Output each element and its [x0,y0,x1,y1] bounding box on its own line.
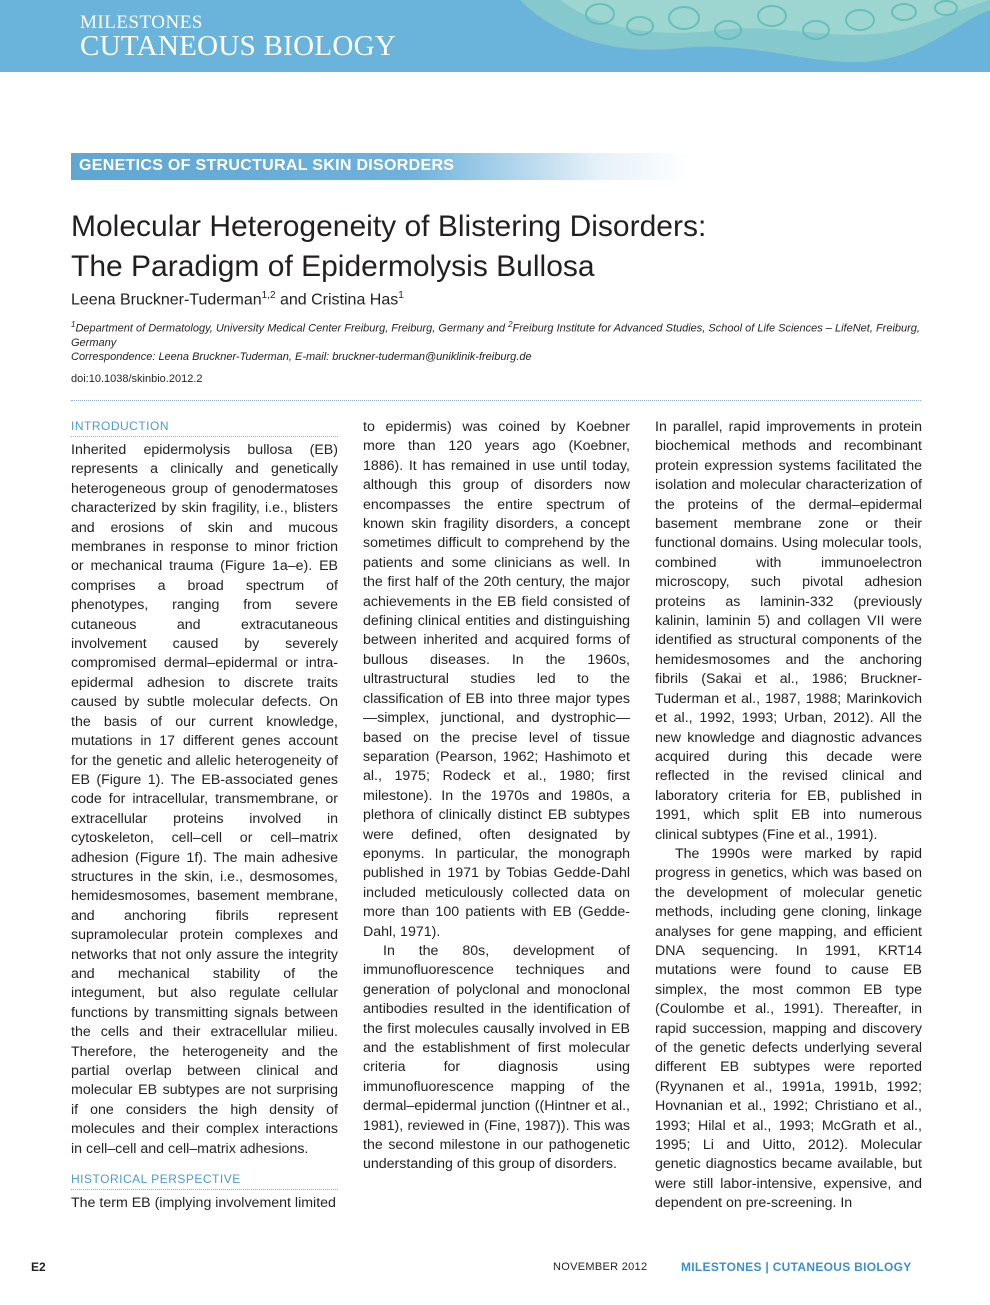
doi: doi:10.1038/skinbio.2012.2 [71,373,203,385]
author-line [71,290,404,309]
author-1-sup: 1,2 [261,290,276,301]
column-3 [655,418,922,1214]
affil-sup-2: 2 [508,320,513,329]
affiliations [71,318,931,350]
affil-part-1: Department of Dermatology, University Medical Center Freiburg, Freiburg, Germany and [75,322,509,335]
page-number: E2 [31,1260,46,1274]
intro-heading: INTRODUCTION [71,418,338,437]
history-paragraph-continued: to epidermis) was coined by Koebner more than 120 years ago (Koebner, 1886). It has remained in use until today, although this group of disorders now encompasses the entire spectrum of known skin fragility disorders, a concept sometimes difficult to comprehend by the patients and some clinicians as well. In the first half of the 20th century, the major achievements in the EB field consisted of defining clinical entities and distinguishing between inherited and acquired forms of bullous diseases. In the 1960s, ultrastructural studies led to the classification of EB into three major types—simplex, junctional, and dystrophic—based on the precise level of tissue separation (Pearson, 1962; Hashimoto et al., 1975; Rodeck et al., 1980; first milestone). In the 1970s and 1980s, a plethora of clinically distinct EB subtypes were defined, often designated by eponyms. In particular, the monograph published in 1971 by Tobias Gedde-Dahl included meticulously collected data on more than 100 patients with EB (Gedde-Dahl, 1971). [363,419,630,940]
author-2-sup: 1 [398,290,404,301]
author-and: and Cristina Has [275,291,399,309]
history-paragraph: The term EB (implying involvement limited [71,1195,336,1212]
section-label: GENETICS OF STRUCTURAL SKIN DISORDERS [79,157,455,174]
issue-date: NOVEMBER 2012 [553,1261,648,1273]
title-line-1: Molecular Heterogeneity of Blistering Disorders: [71,210,707,243]
affil-sup-1: 1 [71,320,76,329]
nineties-paragraph: The 1990s were marked by rapid progress in genetics, which was based on the development of molecular genetic methods, including gene cloning, linkage analyses for gene mapping, and efficient DNA sequencing. In 1991, KRT14 mutations were found to cause EB simplex, the most common EB type (Coulombe et al., 1991). Thereafter, in rapid succession, mapping and discovery of the genetic defects underlying several different EB subtypes were reported (Ryynanen et al., 1991a, 1991b, 1992; Hovnanian et al., 1992; Christiano et al., 1993; Hilal et al., 1993; McGrath et al., 1995; Li and Uitto, 2012). Molecular genetic diagnostics became available, but were still labor-intensive, expensive, and dependent on pre-screening. In [655,845,922,1212]
title-line-2: The Paradigm of Epidermolysis Bullosa [71,250,595,283]
column-1 [71,418,338,1213]
eighties-paragraph: In the 80s, development of immunofluorescence techniques and generation of polyclonal and monoclonal antibodies resulted in the identification of the first molecules causally involved in EB and the establishment of first molecular criteria for diagnosis using immunofluorescence mapping of the dermal–epidermal junction ((Hintner et al., 1981), reviewed in (Fine, 1987)). This was the second milestone in our pathogenetic understanding of this group of disorders. [363,942,630,1173]
section-bar [71,153,691,180]
header-banner [0,0,990,72]
correspondence: Correspondence: Leena Bruckner-Tuderman, E-mail: bruckner-tuderman@uniklinik-freiburg.de [71,351,532,363]
author-1: Leena Bruckner-Tuderman [71,291,262,309]
journal-title: CUTANEOUS BIOLOGY [80,30,397,62]
footer-journal: MILESTONES | CUTANEOUS BIOLOGY [681,1260,912,1274]
intro-paragraph: Inherited epidermolysis bullosa (EB) represents a clinically and genetically heterogeneous group of genodermatoses characterized by skin fragility, i.e., blisters and erosions of skin and mucous membranes in response to minor friction or mechanical trauma (Figure 1a–e). EB comprises a broad spectrum of phenotypes, ranging from severe cutaneous and extracutaneous involvement caused by severely compromised dermal–epidermal or intra-epidermal adhesion to discrete traits caused by subtle molecular defects. On the basis of our current knowledge, mutations in 17 different genes account for the genetic and allelic heterogeneity of EB (Figure 1). The EB-associated genes code for intracellular, transmembrane, or extracellular proteins involved in cytoskeleton, cell–cell or cell–matrix adhesion (Figure 1f). The main adhesive structures in the skin, i.e., desmosomes, hemidesmosomes, basement membrane, and anchoring fibrils represent supramolecular protein complexes and networks that not only assure the integrity and mechanical stability of the integument, but also regulate cellular functions by transmitting signals between the cells and their extracellular milieu. Therefore, the heterogeneity and the partial overlap between clinical and molecular EB subtypes are not surprising if one considers the high density of molecules and their complex interactions in cell–cell and cell–matrix adhesions. [71,442,338,1157]
history-heading: HISTORICAL PERSPECTIVE [71,1171,338,1190]
column-2 [363,418,630,1175]
parallel-paragraph: In parallel, rapid improvements in protein biochemical methods and recombinant protein expression systems facilitated the isolation and molecular characterization of the proteins of the dermal–epidermal basement membrane zone or their functional domains. Using molecular tools, combined with immunoelectron microscopy, such pivotal adhesion proteins as laminin-332 (previously kalinin, laminin 5) and collagen VII were identified as structural components of the hemidesmosomes and the anchoring fibrils (Sakai et al., 1986; Bruckner-Tuderman et al., 1987, 1988; Marinkovich et al., 1992, 1993; Urban, 2012). All the new knowledge and diagnostic advances acquired during this decade were reflected in the revised clinical and laboratory criteria for EB, published in 1991, which split EB into numerous clinical subtypes (Fine et al., 1991). [655,419,922,843]
series-label: MILESTONES [80,12,203,33]
affil-part-2: Freiburg Institute for Advanced Studies, School of Life Sciences – LifeNet, Freiburg, Germany [71,322,920,349]
article-title [71,207,931,287]
divider [71,400,921,401]
